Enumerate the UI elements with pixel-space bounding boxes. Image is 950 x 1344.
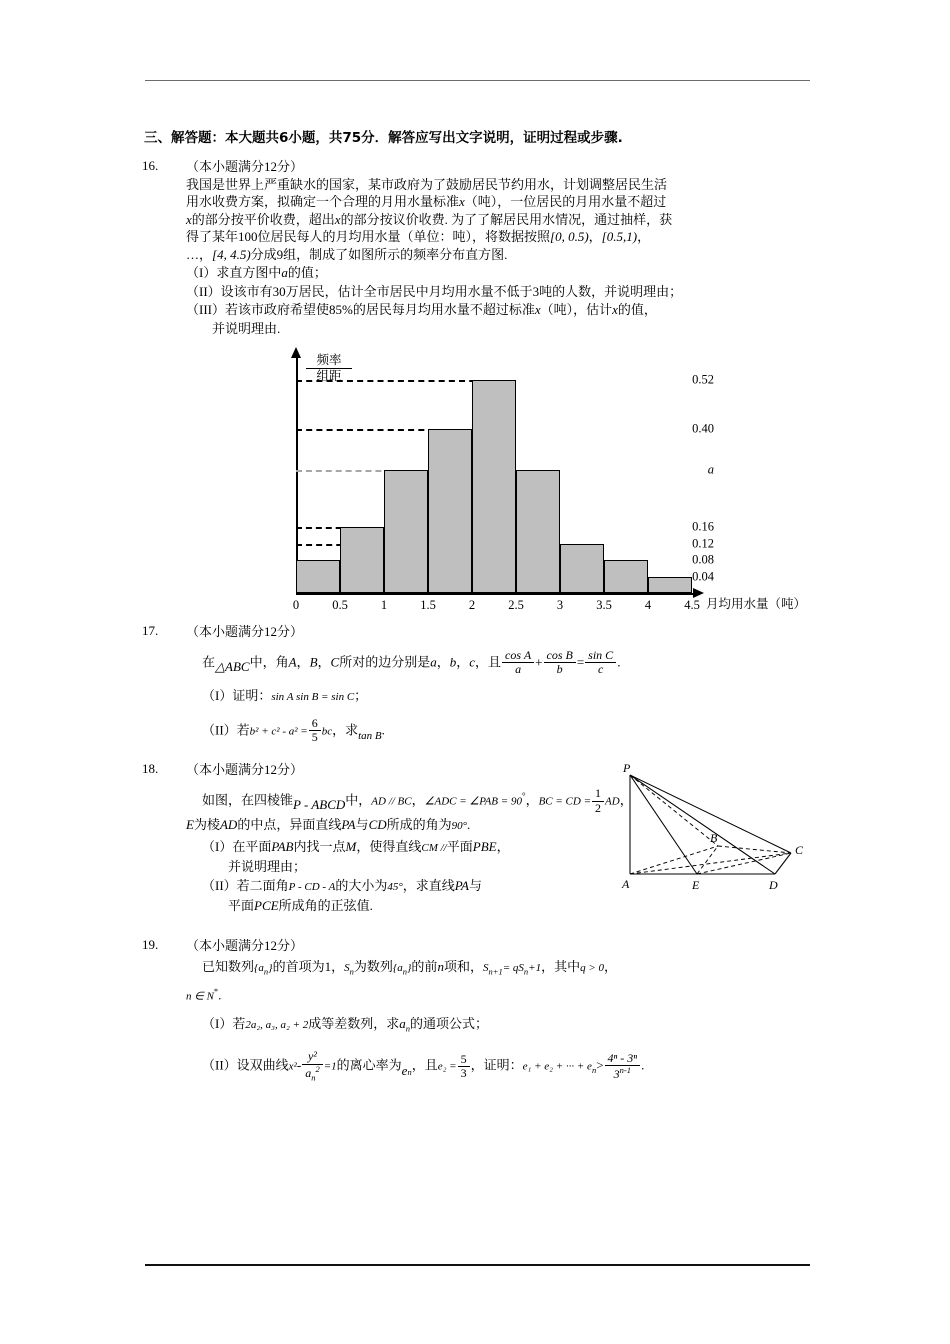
den-a-sup: 2 bbox=[315, 1064, 320, 1075]
p18-s2l2a: 平面 bbox=[228, 898, 255, 914]
p19-s2b: 的离心率为 bbox=[336, 1057, 402, 1073]
bar-[0.5,1) bbox=[340, 527, 384, 593]
edge-dc bbox=[775, 853, 791, 874]
label-b: B bbox=[710, 831, 718, 846]
dihedral-p-cd-a: P - CD - A bbox=[288, 880, 336, 893]
p17-s2-mid: ，求 bbox=[332, 721, 359, 737]
p18-l1b: 中， bbox=[345, 792, 372, 808]
p19-s1a: （I）若 bbox=[202, 1016, 246, 1032]
p17-s2-rhs: bc bbox=[321, 724, 333, 737]
p18-s2b: 的大小为 bbox=[335, 877, 388, 893]
bar-[2.5,3) bbox=[516, 470, 560, 593]
problem-16-sub3-line2: 并说明理由. bbox=[212, 320, 281, 336]
p18-c3: ， bbox=[619, 792, 633, 808]
forty-five-deg: 45° bbox=[387, 880, 403, 893]
stem-l3b: 的部分按议价收费. 为了了解居民用水情况，通过抽样，获 bbox=[340, 211, 673, 227]
frac2-num: cos B bbox=[544, 649, 576, 664]
equals-sign: = bbox=[576, 653, 585, 669]
edge-eb bbox=[697, 846, 718, 874]
p18-l2f: . bbox=[467, 817, 471, 833]
two-den: 2 bbox=[595, 800, 602, 815]
x-tick-1: 1 bbox=[380, 598, 388, 612]
n-in-nstar: n ∈ N bbox=[186, 989, 214, 1002]
line-cm-parallel: CM // bbox=[421, 841, 447, 854]
stem-l2a: 用水收费方案，拟确定一个合理的月用水量标准 bbox=[186, 194, 460, 209]
p19-l1f: ，其中 bbox=[541, 959, 581, 975]
pyramid-figure bbox=[605, 761, 820, 906]
plane-pce: PCE bbox=[254, 898, 279, 914]
frac3-num: sin C bbox=[585, 649, 616, 664]
plane-pab: PAB bbox=[271, 838, 294, 854]
p17-l1e: 所对的边分别是 bbox=[339, 653, 431, 669]
sub3-c: 的值， bbox=[617, 302, 657, 317]
p18-s1e: ， bbox=[496, 838, 510, 854]
p18-s1a: （I）在平面 bbox=[202, 838, 272, 854]
p17-s2-end: . bbox=[381, 721, 385, 737]
y-axis-label-den: 组距 bbox=[306, 368, 352, 384]
problem-19-score: （本小题满分12分） bbox=[186, 937, 304, 953]
y-tick-0.08: 0.08 bbox=[692, 552, 714, 567]
p19-s1c: 的通项公式； bbox=[410, 1016, 489, 1032]
greater-than: > bbox=[596, 1057, 604, 1073]
rec-sub-n: n bbox=[523, 967, 529, 978]
y-axis-label-num: 频率 bbox=[316, 353, 342, 367]
x-tick-1.5: 1.5 bbox=[420, 598, 436, 612]
bar-[4,4.5) bbox=[648, 577, 692, 593]
plane-pbe: PBE bbox=[472, 838, 497, 854]
p18-c1: ， bbox=[411, 792, 425, 808]
rec-sub-np1: n+1 bbox=[488, 967, 503, 978]
bar-[1,1.5) bbox=[384, 470, 428, 593]
tan-b: tan B bbox=[358, 729, 382, 742]
p18-s2d: 与 bbox=[468, 877, 482, 893]
hyp-x2: x² bbox=[288, 1060, 297, 1073]
p17-c3: ， bbox=[436, 653, 450, 669]
bar-[3,3.5) bbox=[560, 544, 604, 593]
problem-19-number: 19. bbox=[142, 936, 159, 952]
x-tick-3: 3 bbox=[556, 598, 564, 612]
page-content bbox=[142, 126, 822, 1085]
line-pa-2: PA bbox=[454, 877, 469, 893]
p18-l2b: 为棱 bbox=[193, 817, 220, 833]
p17-s1-math: sin A sin B = sin C bbox=[271, 691, 355, 704]
side-a: a bbox=[430, 653, 437, 669]
y2-num: y² bbox=[302, 1050, 323, 1065]
hyp-eq-1: =1 bbox=[323, 1060, 337, 1073]
fraction-five-thirds bbox=[458, 1053, 470, 1082]
arith-seq: 2a₂, a₃, a₂ + 2 bbox=[245, 1019, 309, 1032]
p18-s1c: ，使得直线 bbox=[356, 838, 422, 854]
eccentricity-e: e bbox=[401, 1062, 408, 1078]
p19-s2c: ，且 bbox=[411, 1057, 438, 1073]
fraction-one-half bbox=[592, 787, 604, 816]
seq2-open: {a bbox=[392, 962, 403, 975]
x-axis bbox=[296, 593, 696, 595]
seq-an-open: {a bbox=[254, 962, 264, 975]
rec-eq: = qS bbox=[502, 962, 524, 975]
bound-num: 4ⁿ - 3ⁿ bbox=[605, 1052, 641, 1067]
bound-den-base: 3 bbox=[613, 1067, 620, 1082]
point-m: M bbox=[345, 838, 357, 854]
y-tick-0.40: 0.40 bbox=[692, 421, 714, 436]
p17-s1-end: ； bbox=[354, 688, 368, 704]
bc-cd-rel: BC = CD = bbox=[538, 795, 592, 808]
sub1-text: （I）求直方图中 bbox=[186, 265, 282, 280]
five-den: 5 bbox=[311, 730, 318, 745]
fraction-cosa-over-a bbox=[502, 649, 534, 678]
y-tick-0.16: 0.16 bbox=[692, 519, 714, 534]
sub1-end: 的值； bbox=[287, 265, 327, 280]
stem-var-x2: x bbox=[186, 211, 192, 227]
edge-pe bbox=[630, 775, 697, 874]
p18-s1b: 内找一点 bbox=[293, 838, 346, 854]
stem-l4a: 得了某年100位居民每人的月均用水量（单位：吨），将数据按照 bbox=[186, 229, 551, 244]
interval-3: [4, 4.5) bbox=[212, 246, 251, 262]
problem-17-sub2 bbox=[186, 717, 822, 746]
fraction-six-fifths bbox=[309, 717, 321, 746]
stem-l4c: ， bbox=[588, 229, 602, 244]
sub3-b: （吨），估计 bbox=[540, 302, 613, 317]
problem-19 bbox=[142, 937, 822, 1083]
e2-eq: e₂ = bbox=[437, 1060, 457, 1073]
frequency-histogram bbox=[244, 347, 807, 612]
three-den: 3 bbox=[460, 1066, 467, 1081]
p17-c4: ， bbox=[456, 653, 470, 669]
problem-16-sub3 bbox=[186, 301, 822, 319]
p19-s1b: 成等差数列，求 bbox=[308, 1016, 400, 1032]
problem-16-stem bbox=[186, 176, 822, 264]
label-e: E bbox=[692, 878, 700, 893]
x-tick-2: 2 bbox=[468, 598, 476, 612]
sum-e-sub: n bbox=[591, 1065, 597, 1076]
bound-den bbox=[605, 1066, 641, 1082]
bar-[2,2.5) bbox=[472, 380, 516, 593]
p17-period: . bbox=[617, 653, 621, 669]
problem-19-sub2 bbox=[186, 1050, 822, 1083]
p19-l1a: 已知数列 bbox=[202, 959, 255, 975]
angle-b: B bbox=[309, 653, 318, 669]
bar-[0,0.5) bbox=[296, 560, 340, 593]
triangle-abc: △ABC bbox=[215, 658, 250, 674]
x-tick-4: 4 bbox=[644, 598, 652, 612]
side-b: b bbox=[449, 653, 457, 669]
y-tick-0.12: 0.12 bbox=[692, 536, 714, 550]
problem-19-stem-l2 bbox=[186, 983, 822, 1006]
p18-l1a: 如图，在四棱锥 bbox=[202, 792, 294, 808]
rec-s: S bbox=[482, 962, 489, 975]
stem-var-x1: x bbox=[459, 194, 465, 209]
sub3-var-x: x bbox=[534, 302, 541, 317]
frac3-den: c bbox=[598, 662, 604, 677]
p18-s1d: 平面 bbox=[446, 838, 473, 854]
seq2-close: } bbox=[407, 962, 412, 975]
stem-l1: 我国是世界上严重缺水的国家，某市政府为了鼓励居民节约用水，计划调整居民生活 bbox=[186, 176, 668, 192]
p17-l1h: ，且 bbox=[475, 653, 502, 669]
problem-18 bbox=[142, 761, 822, 915]
x-tick-0: 0 bbox=[292, 598, 300, 612]
fraction-y2-over-an2 bbox=[302, 1050, 323, 1083]
seq-an-close: } bbox=[268, 962, 273, 975]
ecc-sub-n: n bbox=[407, 1066, 412, 1077]
line-cd: CD bbox=[368, 817, 387, 833]
p18-s2a: （II）若二面角 bbox=[202, 877, 289, 893]
y-tick-a: a bbox=[707, 462, 714, 477]
five-num: 5 bbox=[458, 1053, 470, 1068]
label-p: P bbox=[623, 761, 631, 776]
seq2-sub: n bbox=[402, 967, 408, 978]
problem-17-stem bbox=[186, 649, 822, 678]
p17-l1b: 中，角 bbox=[249, 653, 289, 669]
edge-pd bbox=[630, 775, 775, 874]
p17-l1a: 在 bbox=[202, 653, 216, 669]
parallel-ad-bc: AD // BC bbox=[371, 795, 412, 808]
index-n: n bbox=[437, 959, 444, 975]
side-c: c bbox=[469, 653, 476, 669]
p18-s2c: ，求直线 bbox=[402, 877, 455, 893]
x-tick-4.5: 4.5 bbox=[684, 598, 700, 612]
stem-l5b: 分成9组，制成了如图所示的频率分布直方图. bbox=[250, 246, 508, 262]
p18-l2c: 的中点，异面直线 bbox=[237, 817, 342, 833]
stem-l2b: （吨），一位居民的月用水量不超过 bbox=[464, 194, 667, 209]
line-pa: PA bbox=[341, 817, 356, 833]
hyp-minus: - bbox=[296, 1057, 302, 1073]
p19-s2a: （II）设双曲线 bbox=[202, 1057, 289, 1073]
an-sub: n bbox=[405, 1023, 411, 1034]
pyramid-svg bbox=[605, 761, 820, 906]
problem-17-sub1 bbox=[186, 687, 822, 707]
degree-symbol-1: ° bbox=[521, 790, 526, 801]
p18-l2e: 所成的角为 bbox=[386, 817, 452, 833]
problem-19-sub1 bbox=[186, 1015, 822, 1038]
bound-den-sup: n-1 bbox=[619, 1065, 631, 1076]
q-positive: q > 0 bbox=[580, 962, 605, 975]
stem-l3a: 的部分按平价收费，超出 bbox=[191, 211, 335, 227]
den-a: a bbox=[305, 1066, 312, 1081]
x-tick-0.5: 0.5 bbox=[332, 598, 348, 612]
problem-16-sub1 bbox=[186, 264, 822, 282]
p17-c2: ， bbox=[317, 653, 331, 669]
edge-ab bbox=[630, 846, 718, 874]
edge-bc bbox=[718, 846, 791, 853]
ad-seg: AD bbox=[605, 795, 620, 808]
sub1-var-a: a bbox=[281, 265, 288, 280]
fraction-cosb-over-b bbox=[544, 649, 576, 678]
p18-s2l2b: 所成角的正弦值. bbox=[278, 898, 373, 914]
den-a-sub: n bbox=[311, 1072, 316, 1083]
problem-19-stem-l1 bbox=[186, 958, 822, 981]
y-tick-0.04: 0.04 bbox=[692, 568, 714, 583]
problem-17-score: （本小题满分12分） bbox=[186, 624, 304, 639]
stem-var-x3: x bbox=[334, 211, 341, 227]
star-sup: * bbox=[213, 985, 219, 996]
p17-s1-label: （I）证明： bbox=[202, 688, 272, 704]
p19-l2end: . bbox=[218, 986, 222, 1002]
p19-l1b: 的首项为1， bbox=[272, 959, 345, 975]
p17-s2-lhs: b² + c² - a² = bbox=[249, 724, 308, 737]
footer-rule bbox=[145, 1264, 810, 1266]
problem-18-sub1-line2: 并说明理由； bbox=[228, 859, 307, 875]
frac1-den: a bbox=[515, 662, 522, 677]
sum-of-e: e₁ + e₂ + ··· + e bbox=[522, 1060, 592, 1073]
p19-s2end: . bbox=[641, 1057, 645, 1073]
y-axis bbox=[296, 355, 298, 595]
fraction-bound bbox=[605, 1052, 641, 1083]
frac1-num: cos A bbox=[502, 649, 534, 664]
p17-s2-label: （II）若 bbox=[202, 721, 250, 737]
problem-18-score: （本小题满分12分） bbox=[186, 762, 304, 778]
bar-[1.5,2) bbox=[428, 429, 472, 593]
p18-l2d: 与 bbox=[355, 817, 369, 833]
sum-s: S bbox=[344, 962, 350, 975]
rec-end: +1 bbox=[528, 962, 542, 975]
p19-l1e: 项和， bbox=[443, 959, 483, 975]
x-tick-2.5: 2.5 bbox=[508, 598, 524, 612]
angle-c: C bbox=[330, 653, 340, 669]
sub3-var-x2: x bbox=[612, 302, 618, 317]
label-a: A bbox=[622, 877, 630, 892]
seq-sub-n: n bbox=[263, 967, 269, 978]
p19-l1d: 的前 bbox=[411, 959, 438, 975]
p19-s2d: ，证明： bbox=[470, 1057, 523, 1073]
stem-l4d: ， bbox=[637, 229, 651, 244]
pyramid-pabcd: P - ABCD bbox=[293, 797, 346, 813]
p19-l1c: 为数列 bbox=[353, 959, 393, 975]
x-axis-label: 月均用水量（吨） bbox=[706, 597, 807, 611]
frac2-den: b bbox=[556, 662, 563, 677]
problem-16-sub2: （II）设该市有30万居民，估计全市居民中月均用水量不低于3吨的人数，并说明理由； bbox=[186, 283, 683, 299]
bar-[3.5,4) bbox=[604, 560, 648, 593]
header-rule bbox=[145, 80, 810, 81]
ninety-deg: 90° bbox=[451, 820, 468, 833]
y-tick-0.52: 0.52 bbox=[692, 371, 714, 386]
problem-17 bbox=[142, 623, 822, 745]
an-term: a bbox=[399, 1016, 406, 1032]
p18-c2: ， bbox=[525, 792, 539, 808]
p17-c1: ， bbox=[296, 653, 310, 669]
problem-18-number: 18. bbox=[142, 761, 159, 777]
plus-sign: + bbox=[535, 653, 543, 669]
p19-l1g: ， bbox=[604, 959, 618, 975]
right-angles: ∠ADC = ∠PAB = 90 bbox=[424, 795, 522, 808]
six-num: 6 bbox=[309, 717, 321, 732]
label-d: D bbox=[769, 878, 778, 893]
section-heading: 三、解答题：本大题共6小题，共75分．解答应写出文字说明，证明过程或步骤. bbox=[144, 130, 623, 146]
edge-ad: AD bbox=[219, 817, 238, 833]
an2-den bbox=[302, 1065, 323, 1083]
problem-16 bbox=[142, 158, 822, 612]
edge-pb bbox=[630, 775, 718, 846]
x-tick-3.5: 3.5 bbox=[596, 598, 612, 612]
fraction-sinc-over-c bbox=[585, 649, 616, 678]
interval-1: [0, 0.5) bbox=[550, 229, 589, 244]
problem-17-number: 17. bbox=[142, 623, 159, 638]
problem-16-number: 16. bbox=[142, 158, 159, 173]
interval-2: [0.5,1) bbox=[601, 229, 638, 244]
label-c: C bbox=[795, 843, 804, 858]
sum-s-sub: n bbox=[349, 967, 354, 978]
sub3-a: （III）若该市政府希望使85%的居民每月均用水量不超过标准 bbox=[186, 302, 535, 317]
angle-a: A bbox=[288, 653, 297, 669]
problem-16-score: （本小题满分12分） bbox=[186, 159, 304, 174]
one-num: 1 bbox=[592, 787, 604, 802]
stem-l5a: …， bbox=[186, 246, 213, 262]
point-e: E bbox=[186, 817, 194, 833]
